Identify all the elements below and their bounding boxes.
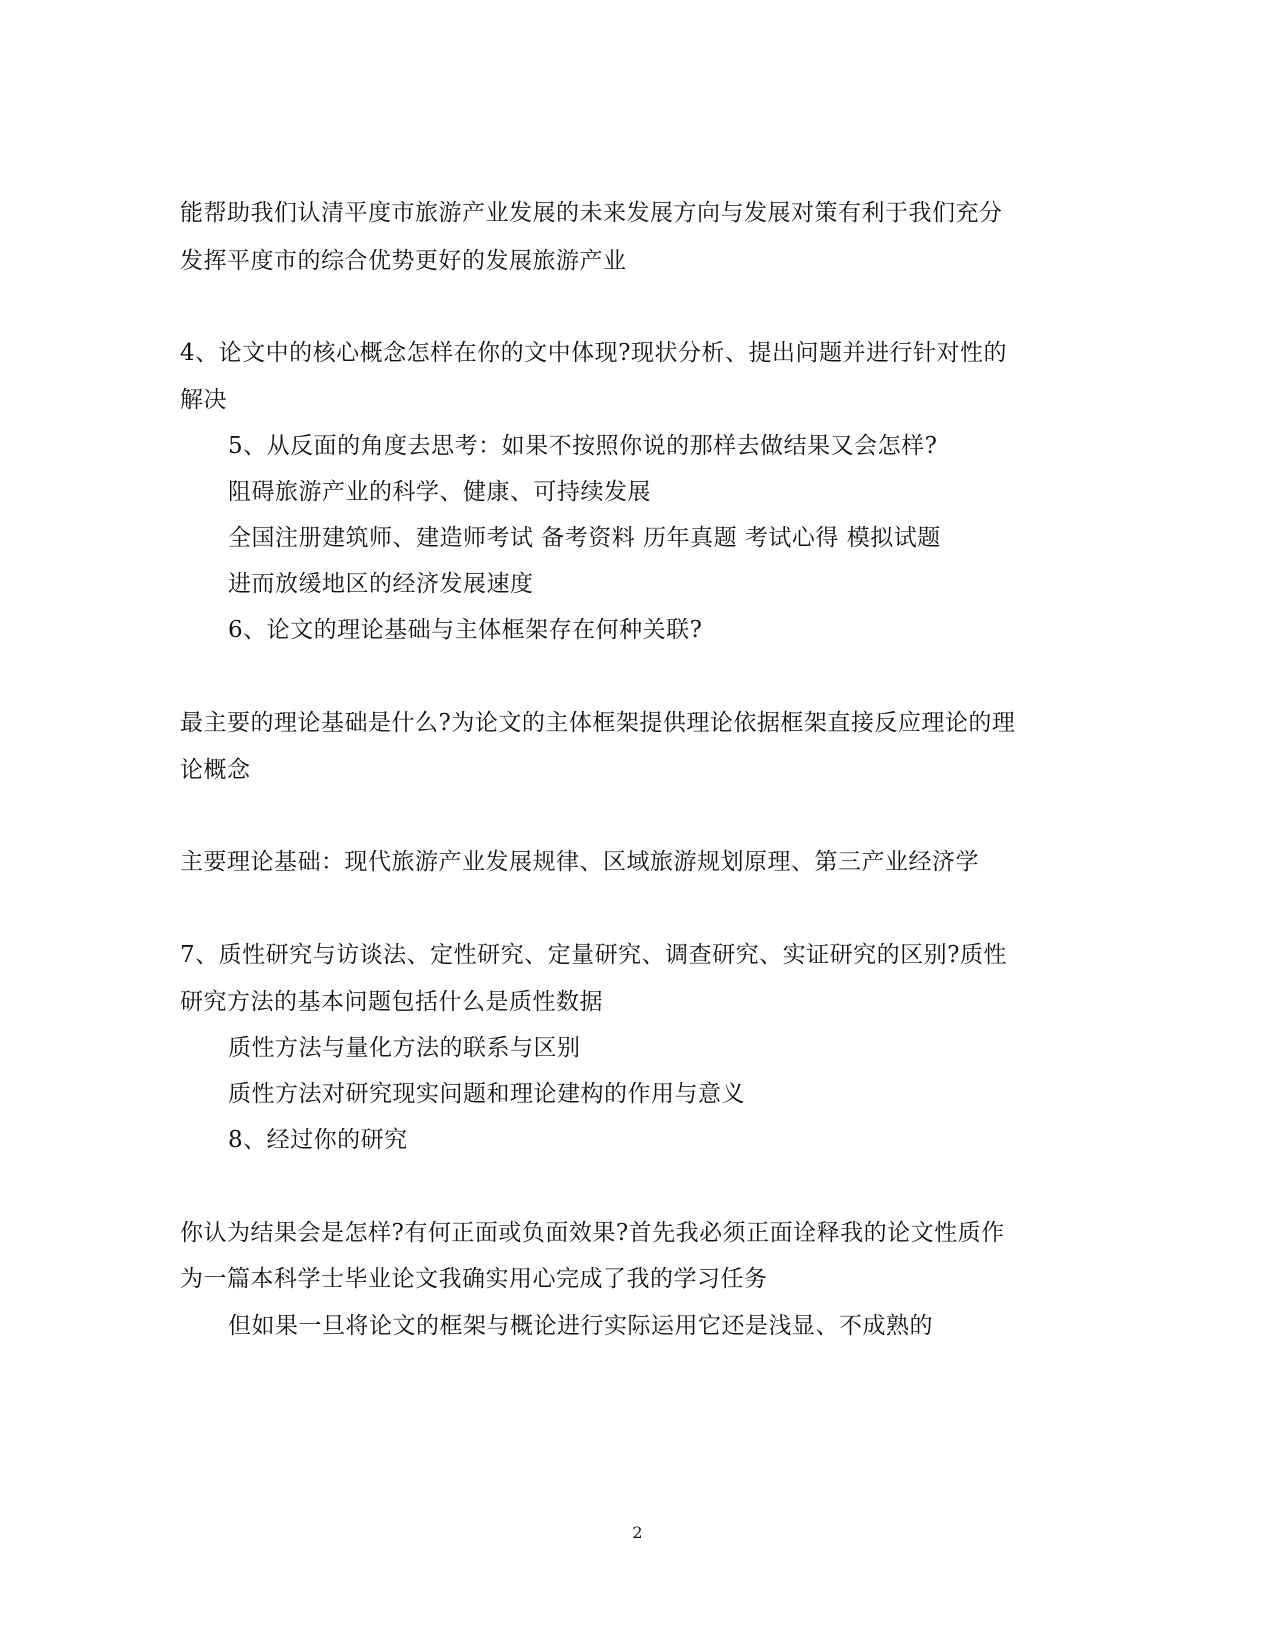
text-line: 进而放缓地区的经济发展速度 xyxy=(228,571,534,597)
text-line: 质性方法对研究现实问题和理论建构的作用与意义 xyxy=(228,1081,745,1107)
text-line: 全国注册建筑师、建造师考试 备考资料 历年真题 考试心得 模拟试题 xyxy=(228,525,941,551)
text-line: 为一篇本科学士毕业论文我确实用心完成了我的学习任务 xyxy=(180,1266,768,1292)
text-line: 研究方法的基本问题包括什么是质性数据 xyxy=(180,989,603,1015)
text-line: 你认为结果会是怎样?有何正面或负面效果?首先我必须正面诠释我的论文性质作 xyxy=(180,1220,1005,1246)
text-line: 质性方法与量化方法的联系与区别 xyxy=(228,1035,581,1061)
text-line: 解决 xyxy=(180,387,227,413)
text-line: 8、经过你的研究 xyxy=(228,1127,408,1153)
text-line: 主要理论基础：现代旅游产业发展规律、区域旅游规划原理、第三产业经济学 xyxy=(180,849,979,875)
text-line: 最主要的理论基础是什么?为论文的主体框架提供理论依据框架直接反应理论的理 xyxy=(180,710,1016,736)
text-line: 论概念 xyxy=(180,757,251,783)
text-line: 7、质性研究与访谈法、定性研究、定量研究、调查研究、实证研究的区别?质性 xyxy=(180,942,1007,968)
text-line: 阻碍旅游产业的科学、健康、可持续发展 xyxy=(228,479,651,505)
text-line: 6、论文的理论基础与主体框架存在何种关联? xyxy=(228,617,703,643)
page-number: 2 xyxy=(632,1523,643,1542)
text-line: 4、论文中的核心概念怎样在你的文中体现?现状分析、提出问题并进行针对性的 xyxy=(180,340,1007,366)
text-line: 5、从反面的角度去思考：如果不按照你说的那样去做结果又会怎样? xyxy=(228,433,938,459)
text-line: 能帮助我们认清平度市旅游产业发展的未来发展方向与发展对策有利于我们充分 xyxy=(180,200,1003,226)
text-line: 但如果一旦将论文的框架与概论进行实际运用它还是浅显、不成熟的 xyxy=(228,1313,933,1339)
text-line: 发挥平度市的综合优势更好的发展旅游产业 xyxy=(180,248,627,274)
